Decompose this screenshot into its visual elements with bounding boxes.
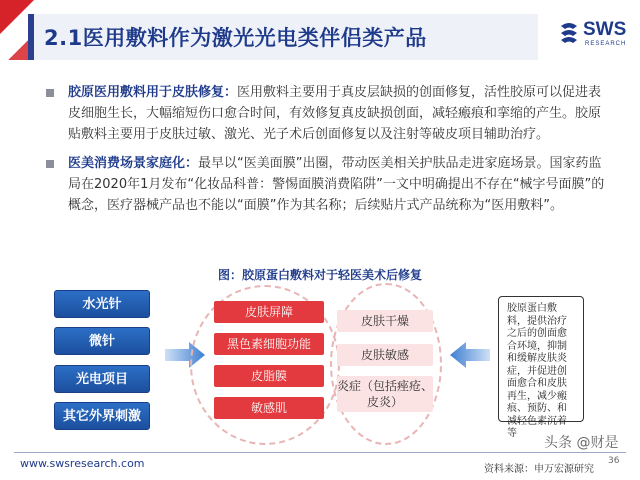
bullet-square-icon [46, 160, 54, 168]
symptom-box: 皮肤干燥 [337, 310, 433, 332]
symptom-box: 炎症（包括痤疮、皮炎） [337, 376, 433, 412]
figure-caption: 图：胶原蛋白敷料对于轻医美术后修复 [217, 268, 422, 282]
problem-box: 皮肤屏障 [214, 301, 324, 323]
bullet-square-icon [46, 89, 54, 97]
treatment-guangdian: 光电项目 [54, 365, 150, 393]
watermark: 头条 @财是 [544, 435, 619, 451]
effect-description-box: 胶原蛋白敷料，提供治疗之后的创面愈合环境，抑制和缓解皮肤炎症，并促进创面愈合和皮肤再生，减少瘢痕、预防、和减轻色素沉着等 [498, 296, 584, 422]
treatment-other: 其它外界刺激 [54, 402, 150, 430]
logo-text: SWS [583, 19, 627, 40]
logo-subtext: RESEARCH [585, 41, 627, 47]
data-source: 资料来源：申万宏源研究 [484, 464, 594, 475]
treatment-shuiguangzhen: 水光针 [54, 290, 150, 318]
problem-box: 黑色素细胞功能 [214, 333, 324, 355]
slide-title: 2.1医用敷料作为激光光电类伴侣类产品 [44, 26, 427, 50]
bullet-item [46, 82, 606, 145]
footer-url: www.swsresearch.com [20, 457, 145, 470]
sws-logo [558, 18, 630, 54]
slide-header [0, 0, 640, 70]
bullet-heading: 胶原医用敷料用于皮肤修复： [68, 85, 238, 100]
sws-logo-icon [558, 20, 580, 46]
bullet-item [46, 153, 606, 216]
bullet-heading: 医美消费场景家庭化： [68, 156, 199, 171]
bullet-list [46, 82, 606, 224]
footer-divider [14, 452, 626, 453]
problem-box: 皮脂膜 [214, 365, 324, 387]
page-number: 36 [608, 456, 620, 466]
treatment-weizhen: 微针 [54, 327, 150, 355]
bullet-text: 最早以“医美面膜”出圈，带动医美相关护肤品走进家庭场景。国家药监局在2020年1月发布“化妆品科普：警惕面膜消费陷阱”一文中明确提出不存在“械字号面膜”的概念，医疗器械产品也不能以“面膜”作为其名称；后续贴片式产品统称为“医用敷料”。 [68, 156, 605, 213]
symptom-box: 皮肤敏感 [337, 344, 433, 366]
bullet-text: 医用敷料主要用于真皮层缺损的创面修复，活性胶原可以促进表皮细胞生长，大幅缩短伤口愈合时间，有效修复真皮缺损创面，减轻瘢痕和挛缩的产生。胶原贴敷料主要用于皮肤过敏、激光、光子术后创面修复以及注射等破皮项目辅助治疗。 [68, 85, 602, 142]
arrow-left-icon [450, 340, 490, 370]
problem-box: 敏感肌 [214, 397, 324, 419]
